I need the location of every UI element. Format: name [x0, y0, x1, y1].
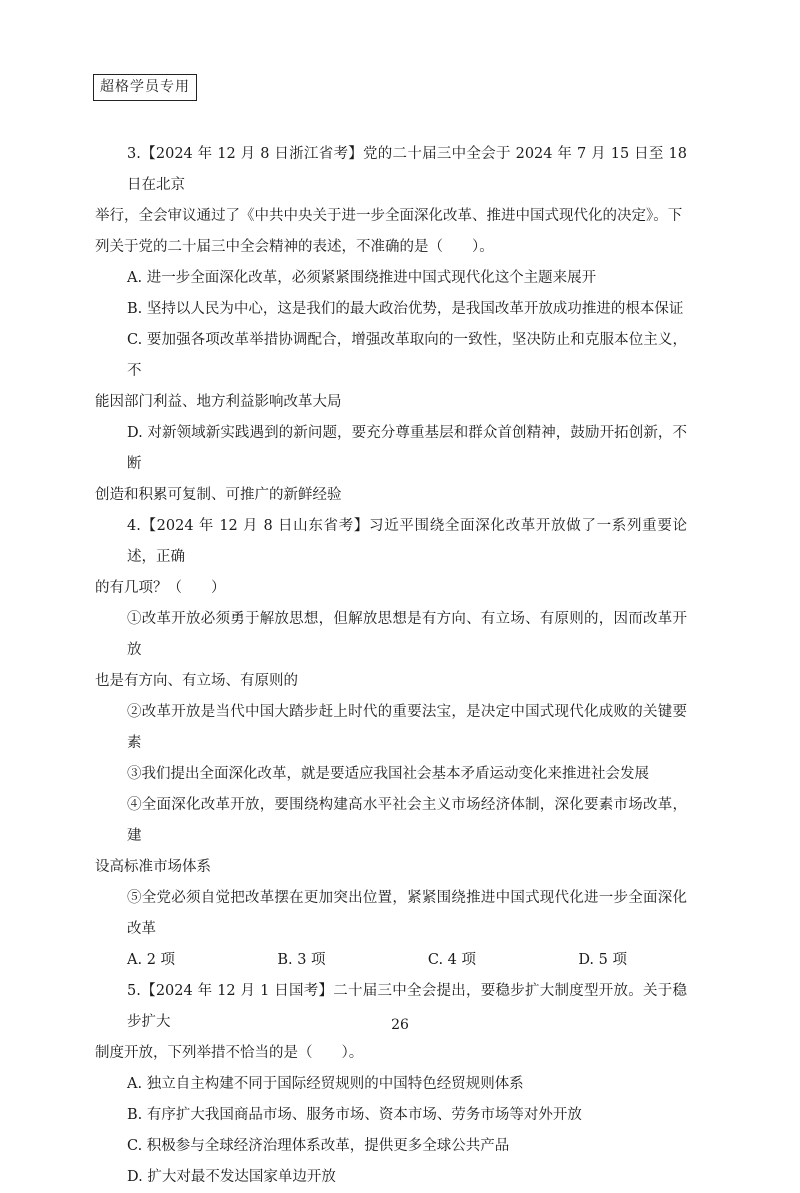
- question-4-choice-a: A. 2 项: [127, 952, 176, 968]
- question-3-option-c-cont: 能因部门利益、地方利益影响改革大局: [95, 394, 342, 410]
- question-4-line-1: 4.【2024 年 12 月 8 日山东省考】习近平围绕全面深化改革开放做了一系列重要论述，正确: [127, 518, 687, 565]
- question-3-option-b: B. 坚持以人民为中心，这是我们的最大政治优势，是我国改革开放成功推进的根本保证: [127, 301, 684, 317]
- page-number: 26: [391, 1017, 409, 1033]
- question-4: [95, 511, 687, 976]
- question-5: [95, 976, 687, 1193]
- question-5-option-c: C. 积极参与全球经济治理体系改革，提供更多全球公共产品: [127, 1138, 510, 1154]
- question-3-line-1: 3.【2024 年 12 月 8 日浙江省考】党的二十届三中全会于 2024 年 7 月 15 日至 18 日在北京: [127, 146, 687, 193]
- question-4-choice-c: C. 4 项: [427, 952, 477, 968]
- question-4-statement-1-cont: 也是有方向、有立场、有原则的: [95, 673, 298, 689]
- question-4-choices: [127, 945, 627, 976]
- question-5-line-2: 制度开放，下列举措不恰当的是（ ）。: [95, 1045, 364, 1061]
- question-4-choice-b: B. 3 项: [277, 952, 326, 968]
- question-4-statement-1: ①改革开放必须勇于解放思想，但解放思想是有方向、有立场、有原则的，因而改革开放: [127, 611, 687, 658]
- question-4-choice-d: D. 5 项: [578, 952, 627, 968]
- question-4-statement-4-cont: 设高标准市场体系: [95, 859, 211, 875]
- question-4-statement-4: ④全面深化改革开放，要围绕构建高水平社会主义市场经济体制，深化要素市场改革，建: [127, 797, 687, 844]
- question-3-option-c: C. 要加强各项改革举措协调配合，增强改革取向的一致性，坚决防止和克服本位主义，不: [127, 332, 687, 379]
- question-5-option-d: D. 扩大对最不发达国家单边开放: [127, 1169, 336, 1185]
- question-block: [95, 139, 687, 1193]
- question-4-statement-5: ⑤全党必须自觉把改革摆在更加突出位置，紧紧围绕推进中国式现代化进一步全面深化改革: [127, 890, 687, 937]
- question-5-option-a: A. 独立自主构建不同于国际经贸规则的中国特色经贸规则体系: [127, 1076, 524, 1092]
- question-4-statement-3: ③我们提出全面深化改革，就是要适应我国社会基本矛盾运动变化来推进社会发展: [127, 766, 649, 782]
- question-5-option-b: B. 有序扩大我国商品市场、服务市场、资本市场、劳务市场等对外开放: [127, 1107, 582, 1123]
- question-3-line-2: 举行，全会审议通过了《中共中央关于进一步全面深化改革、推进中国式现代化的决定》。下: [95, 208, 683, 224]
- exclusive-stamp: 超格学员专用: [93, 74, 197, 101]
- question-4-statement-2: ②改革开放是当代中国大踏步赶上时代的重要法宝，是决定中国式现代化成败的关键要素: [127, 704, 687, 751]
- question-3-option-a: A. 进一步全面深化改革，必须紧紧围绕推进中国式现代化这个主题来展开: [127, 270, 597, 286]
- question-3-option-d-cont: 创造和积累可复制、可推广的新鲜经验: [95, 487, 342, 503]
- question-4-line-2: 的有几项？（ ）: [95, 580, 226, 596]
- question-5-line-1: 5.【2024 年 12 月 1 日国考】二十届三中全会提出，要稳步扩大制度型开放。关于稳步扩大: [127, 983, 687, 1030]
- question-3: [95, 139, 687, 511]
- question-3-line-3: 列关于党的二十届三中全会精神的表述，不准确的是（ ）。: [95, 239, 494, 255]
- question-3-option-d: D. 对新领域新实践遇到的新问题，要充分尊重基层和群众首创精神，鼓励开拓创新，不断: [127, 425, 687, 472]
